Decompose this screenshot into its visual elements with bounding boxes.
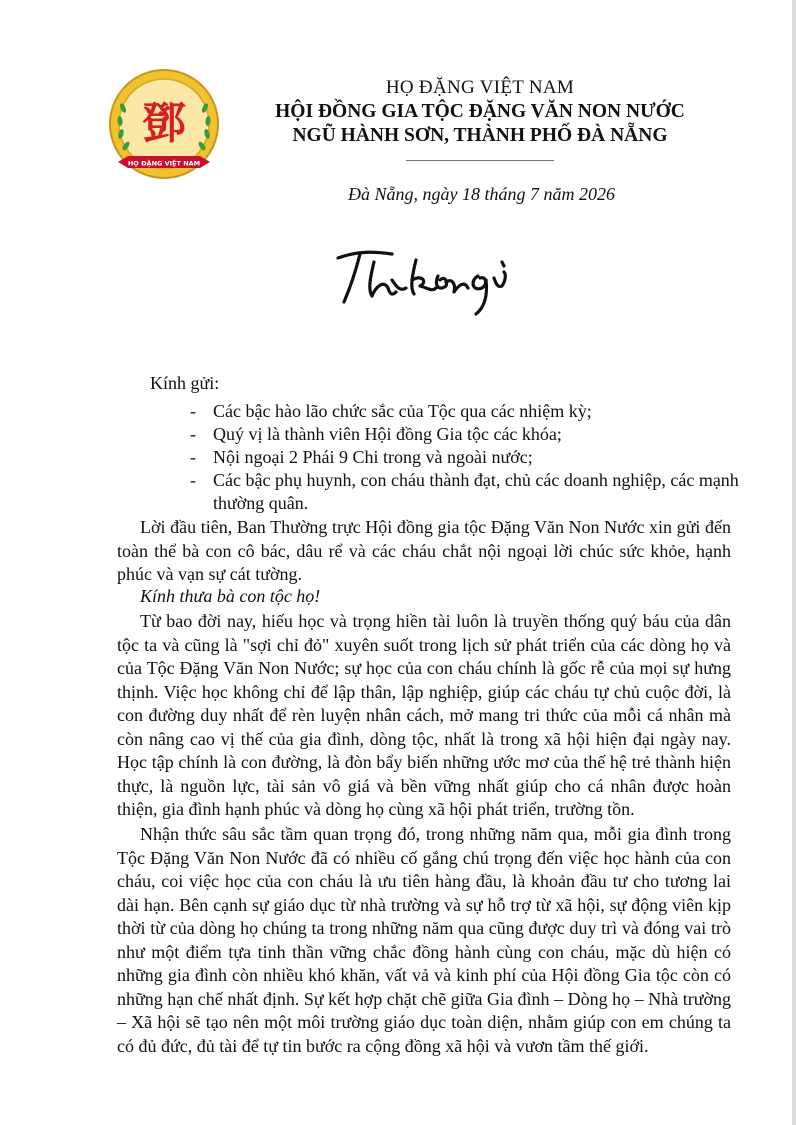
- list-item: - Nội ngoại 2 Phái 9 Chi trong và ngoài nước;: [190, 446, 750, 469]
- list-item: - Các bậc hào lão chức sắc của Tộc qua các nhiệm kỳ;: [190, 400, 750, 423]
- calligraphy-title: [330, 240, 520, 320]
- paragraph-tradition: Từ bao đời nay, hiếu học và trọng hiền tài luôn là truyền thống quý báu của dân tộc ta và cũng là "sợi chỉ đỏ" xuyên suốt trong lịch sử phát triển của các dòng họ và của Tộc Đặng Văn Non Nước; sự học của con cháu chính là gốc rễ của mọi sự hưng thịnh. Việc học không chỉ để lập thân, lập nghiệp, giúp các cháu tự chủ cuộc đời, là con đường duy nhất để rèn luyện nhân cách, mở mang tri thức của mỗi cá nhân mà còn nâng cao vị thế của gia đình, dòng tộc, nhất là trong xã hội hiện đại ngày nay. Học tập chính là con đường, là đòn bẩy biến những ước mơ của thế hệ trẻ thành hiện thực, là nguồn lực, tài sản vô giá và bền vững nhất giúp cho cá nhân được hoàn thiện, gia đình hạnh phúc và dòng họ cùng xã hội phát triển, trường tồn.: [117, 611, 731, 819]
- header-divider: [406, 160, 554, 161]
- page-edge: [792, 0, 796, 1125]
- org-name: HỌ ĐẶNG VIỆT NAM: [385, 77, 575, 98]
- date-line: Đà Nẵng, ngày 18 tháng 7 năm 2026: [348, 184, 615, 204]
- letter-header: [260, 76, 700, 161]
- council-location: NGŨ HÀNH SƠN, THÀNH PHỐ ĐÀ NẴNG: [292, 125, 668, 146]
- paragraph-opening: Lời đầu tiên, Ban Thường trực Hội đồng gia tộc Đặng Văn Non Nước xin gửi đến toàn thể bà con cô bác, dâu rể và các cháu chắt nội ngoại lời chúc sức khỏe, hạnh phúc và vạn sự cát tường.: [117, 517, 731, 584]
- logo-ribbon-text: HỌ ĐẶNG VIỆT NAM: [127, 159, 201, 168]
- list-item: - Các bậc phụ huynh, con cháu thành đạt, chủ các doanh nghiệp, các mạnh thường quân.: [190, 469, 750, 515]
- greeting: Kính gửi:: [150, 373, 220, 393]
- council-name: HỘI ĐỒNG GIA TỘC ĐẶNG VĂN NON NƯỚC: [275, 101, 685, 122]
- logo-character: 鄧: [142, 98, 186, 149]
- salutation: Kính thưa bà con tộc họ!: [140, 586, 321, 606]
- clan-logo: [104, 66, 224, 186]
- list-item: - Quý vị là thành viên Hội đồng Gia tộc các khóa;: [190, 423, 750, 446]
- paragraph-awareness: Nhận thức sâu sắc tầm quan trọng đó, trong những năm qua, mỗi gia đình trong Tộc Đặng Văn Non Nước đã có nhiều cố gắng chú trọng đến việc học hành của con cháu, coi việc học của con cháu là ưu tiên hàng đầu, là khoản đầu tư cho tương lai dài hạn. Bên cạnh sự giáo dục từ nhà trường và sự hỗ trợ từ xã hội, sự động viên kịp thời từ của dòng họ chúng ta trong những năm qua cũng được duy trì và đóng vai trò như một điểm tựa tinh thần vững chắc đồng hành cùng con cháu, mặc dù hiện có những gia đình còn nhiều khó khăn, vất vả và kinh phí của Hội đồng Gia tộc còn có những hạn chế nhất định. Sự kết hợp chặt chẽ giữa Gia đình – Dòng họ – Nhà trường – Xã hội sẽ tạo nên một môi trường giáo dục toàn diện, nhằm giúp con em chúng ta có đủ đức, đủ tài để tự tin bước ra cộng đồng xã hội và vươn tầm thế giới.: [117, 824, 731, 1056]
- recipient-list: [190, 400, 750, 515]
